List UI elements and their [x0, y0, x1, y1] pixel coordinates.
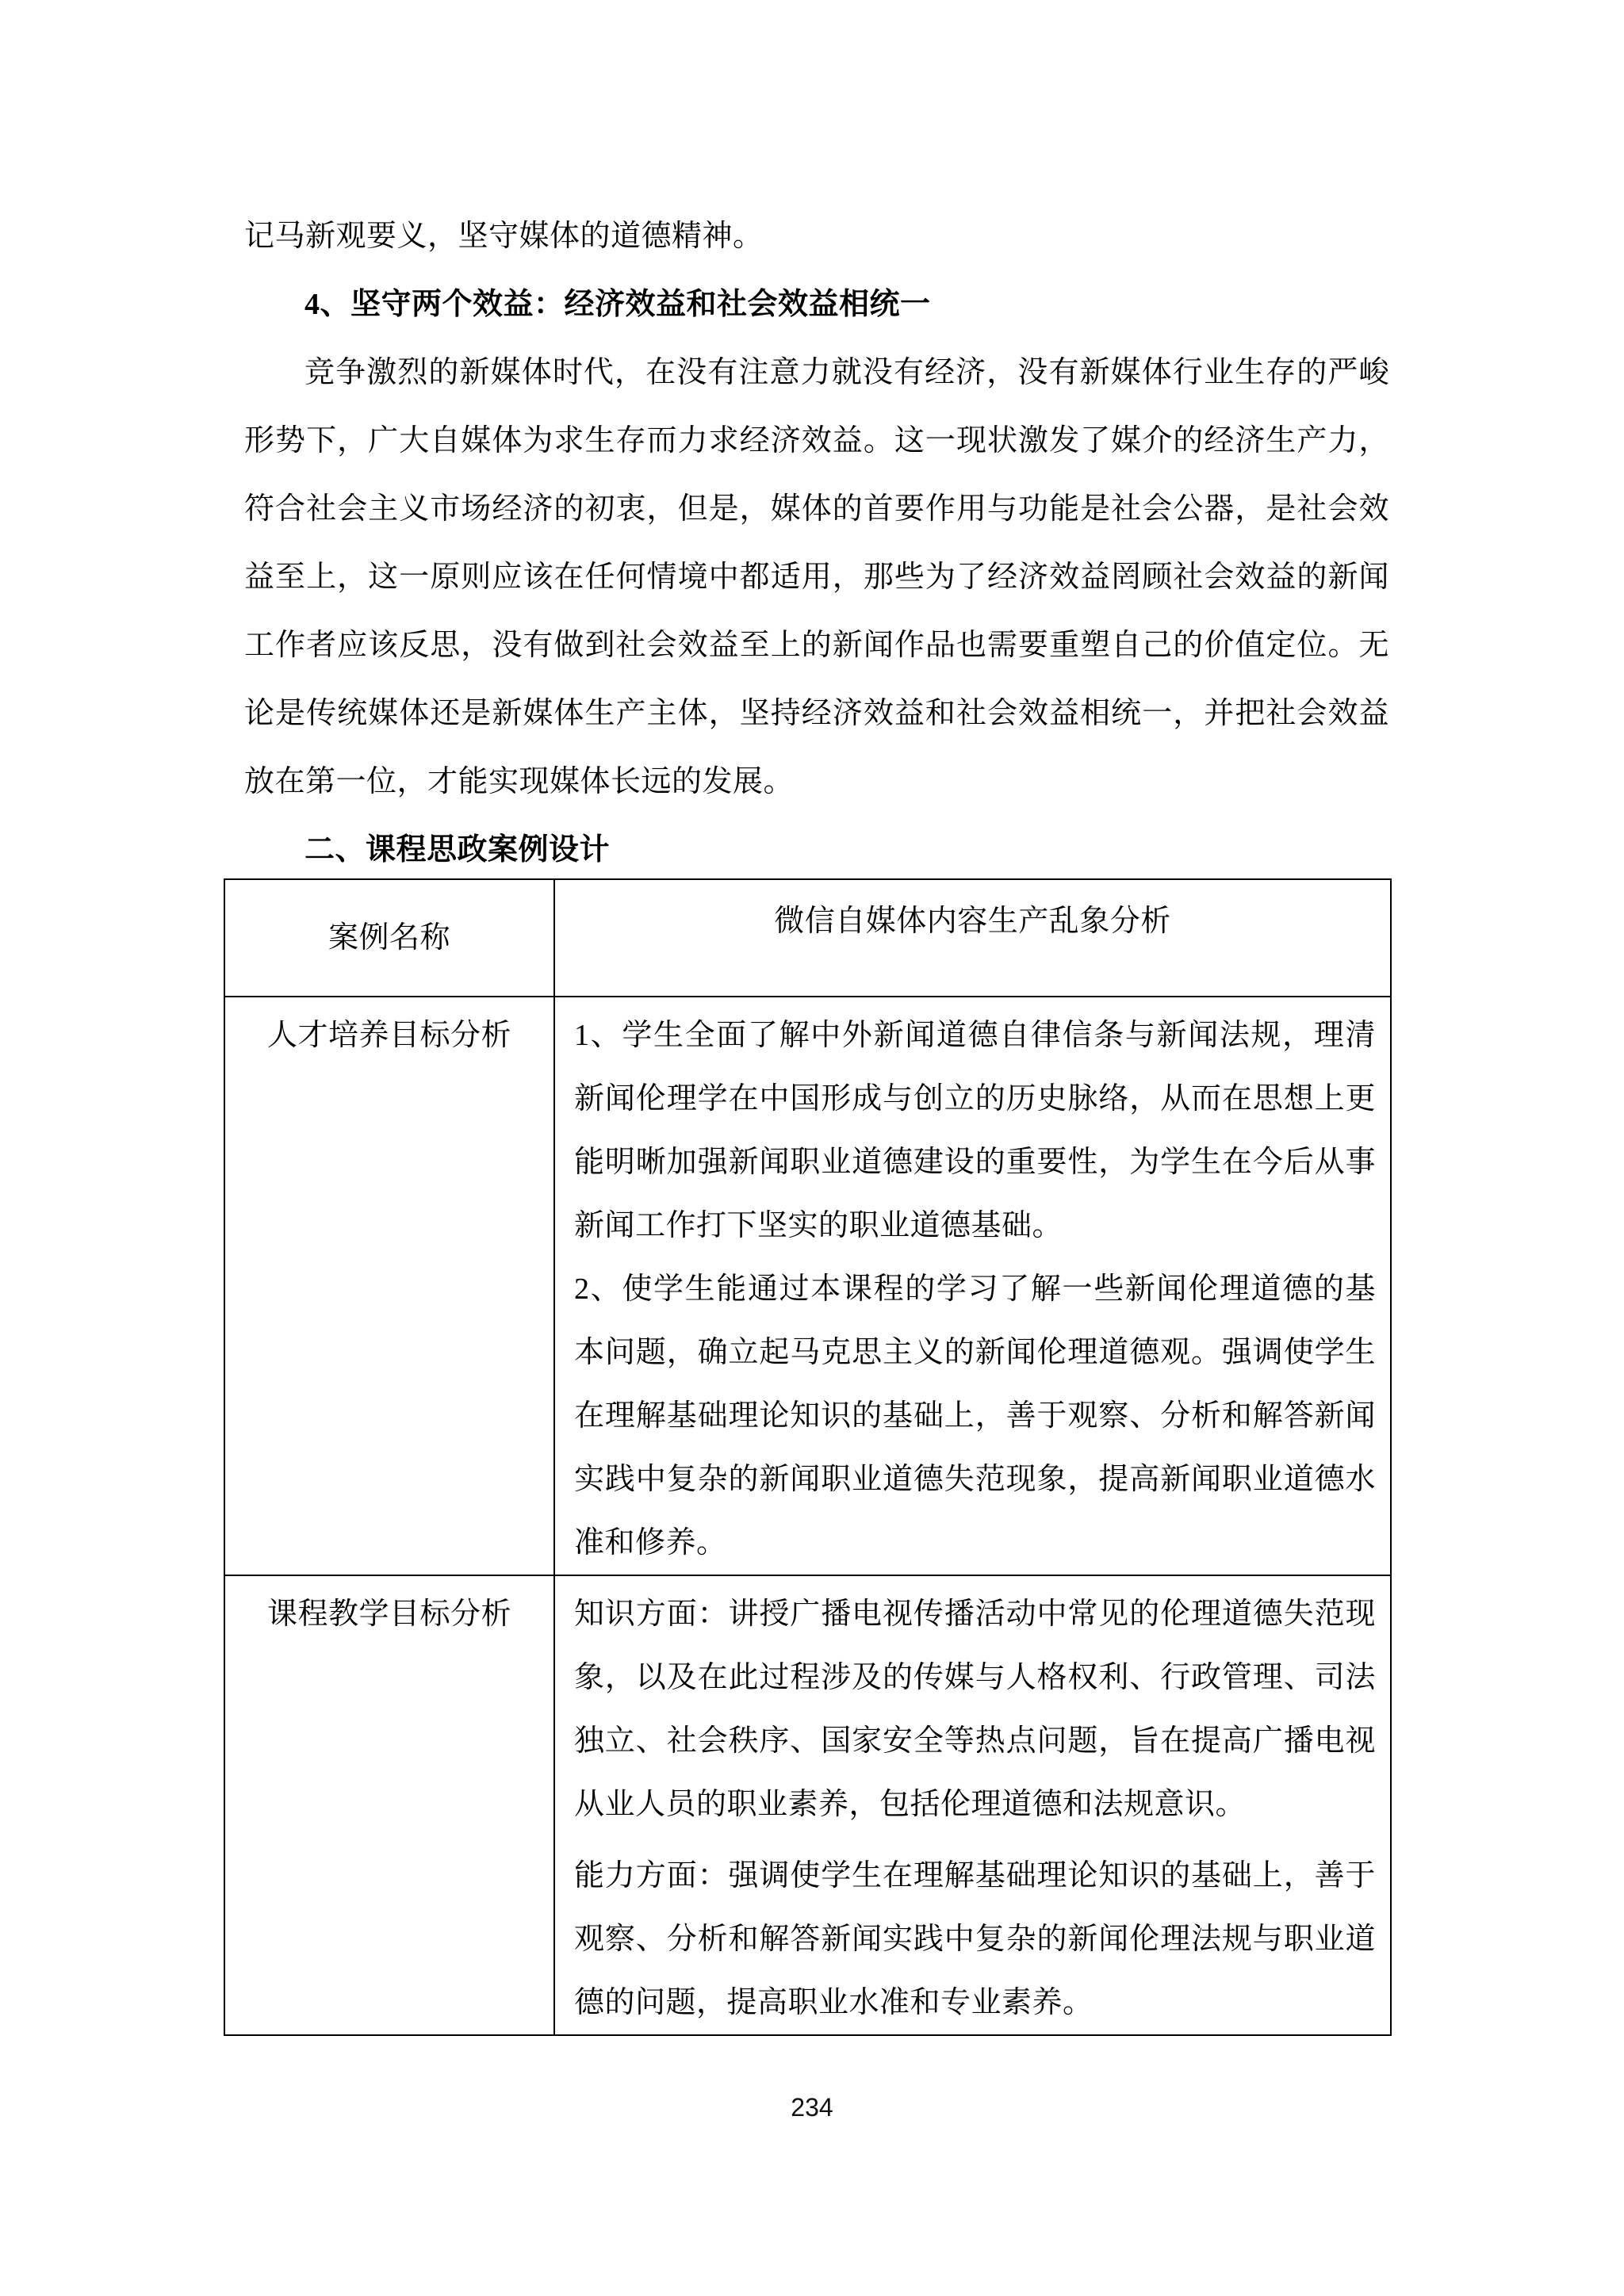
row-content-teaching-goal — [554, 1575, 1391, 2035]
row-label-talent-goal: 人才培养目标分析 — [224, 997, 554, 1575]
teaching-goal-ability-paragraph: 能力方面：强调使学生在理解基础理论知识的基础上，善于观察、分析和解答新闻实践中复杂的新闻伦理法规与职业道德的问题，提高职业水准和专业素养。 — [574, 1859, 1376, 2019]
table-row-teaching-goal — [224, 1575, 1391, 2035]
talent-goal-paragraph-2: 2、使学生能通过本课程的学习了解一些新闻伦理道德的基本问题，确立起马克思主义的新闻伦理道德观。强调使学生在理解基础理论知识的基础上，善于观察、分析和解答新闻实践中复杂的新闻职业道德失范现象，提高新闻职业道德水准和修养。 — [574, 1272, 1376, 1559]
header-cell-case-name: 案例名称 — [224, 879, 554, 997]
talent-goal-paragraph-1: 1、学生全面了解中外新闻道德自律信条与新闻法规，理清新闻伦理学在中国形成与创立的历史脉络，从而在思想上更能明晰加强新闻职业道德建设的重要性，为学生在今后从事新闻工作打下坚实的职业道德基础。 — [574, 1019, 1376, 1242]
row-content-talent-goal — [554, 997, 1391, 1575]
body-text-block — [244, 202, 1389, 884]
case-design-table-wrap — [224, 878, 1390, 2036]
paragraph-main: 竞争激烈的新媒体时代，在没有注意力就没有经济，没有新媒体行业生存的严峻形势下，广大自媒体为求生存而力求经济效益。这一现状激发了媒介的经济生产力，符合社会主义市场经济的初衷，但是，媒体的首要作用与功能是社会公器，是社会效益至上，这一原则应该在任何情境中都适用，那些为了经济效益罔顾社会效益的新闻工作者应该反思，没有做到社会效益至上的新闻作品也需要重塑自己的价值定位。无论是传统媒体还是新媒体生产主体，坚持经济效益和社会效益相统一，并把社会效益放在第一位，才能实现媒体长远的发展。 — [244, 356, 1389, 798]
table-row-talent-goal — [224, 997, 1391, 1575]
header-cell-case-title: 微信自媒体内容生产乱象分析 — [554, 879, 1391, 997]
case-design-table — [224, 878, 1392, 2036]
paragraph-continuation: 记马新观要义，坚守媒体的道德精神。 — [244, 220, 764, 253]
teaching-goal-knowledge-paragraph: 知识方面：讲授广播电视传播活动中常见的伦理道德失范现象，以及在此过程涉及的传媒与人格权利、行政管理、司法独立、社会秩序、国家安全等热点问题，旨在提高广播电视从业人员的职业素养，包括伦理道德和法规意识。 — [574, 1598, 1376, 1821]
subheading-two-benefits: 4、坚守两个效益：经济效益和社会效益相统一 — [304, 288, 931, 321]
page-number: 234 — [791, 2093, 833, 2122]
row-label-teaching-goal: 课程教学目标分析 — [224, 1575, 554, 2035]
section-heading-case-design: 二、课程思政案例设计 — [304, 833, 611, 867]
table-header-row — [224, 879, 1391, 997]
